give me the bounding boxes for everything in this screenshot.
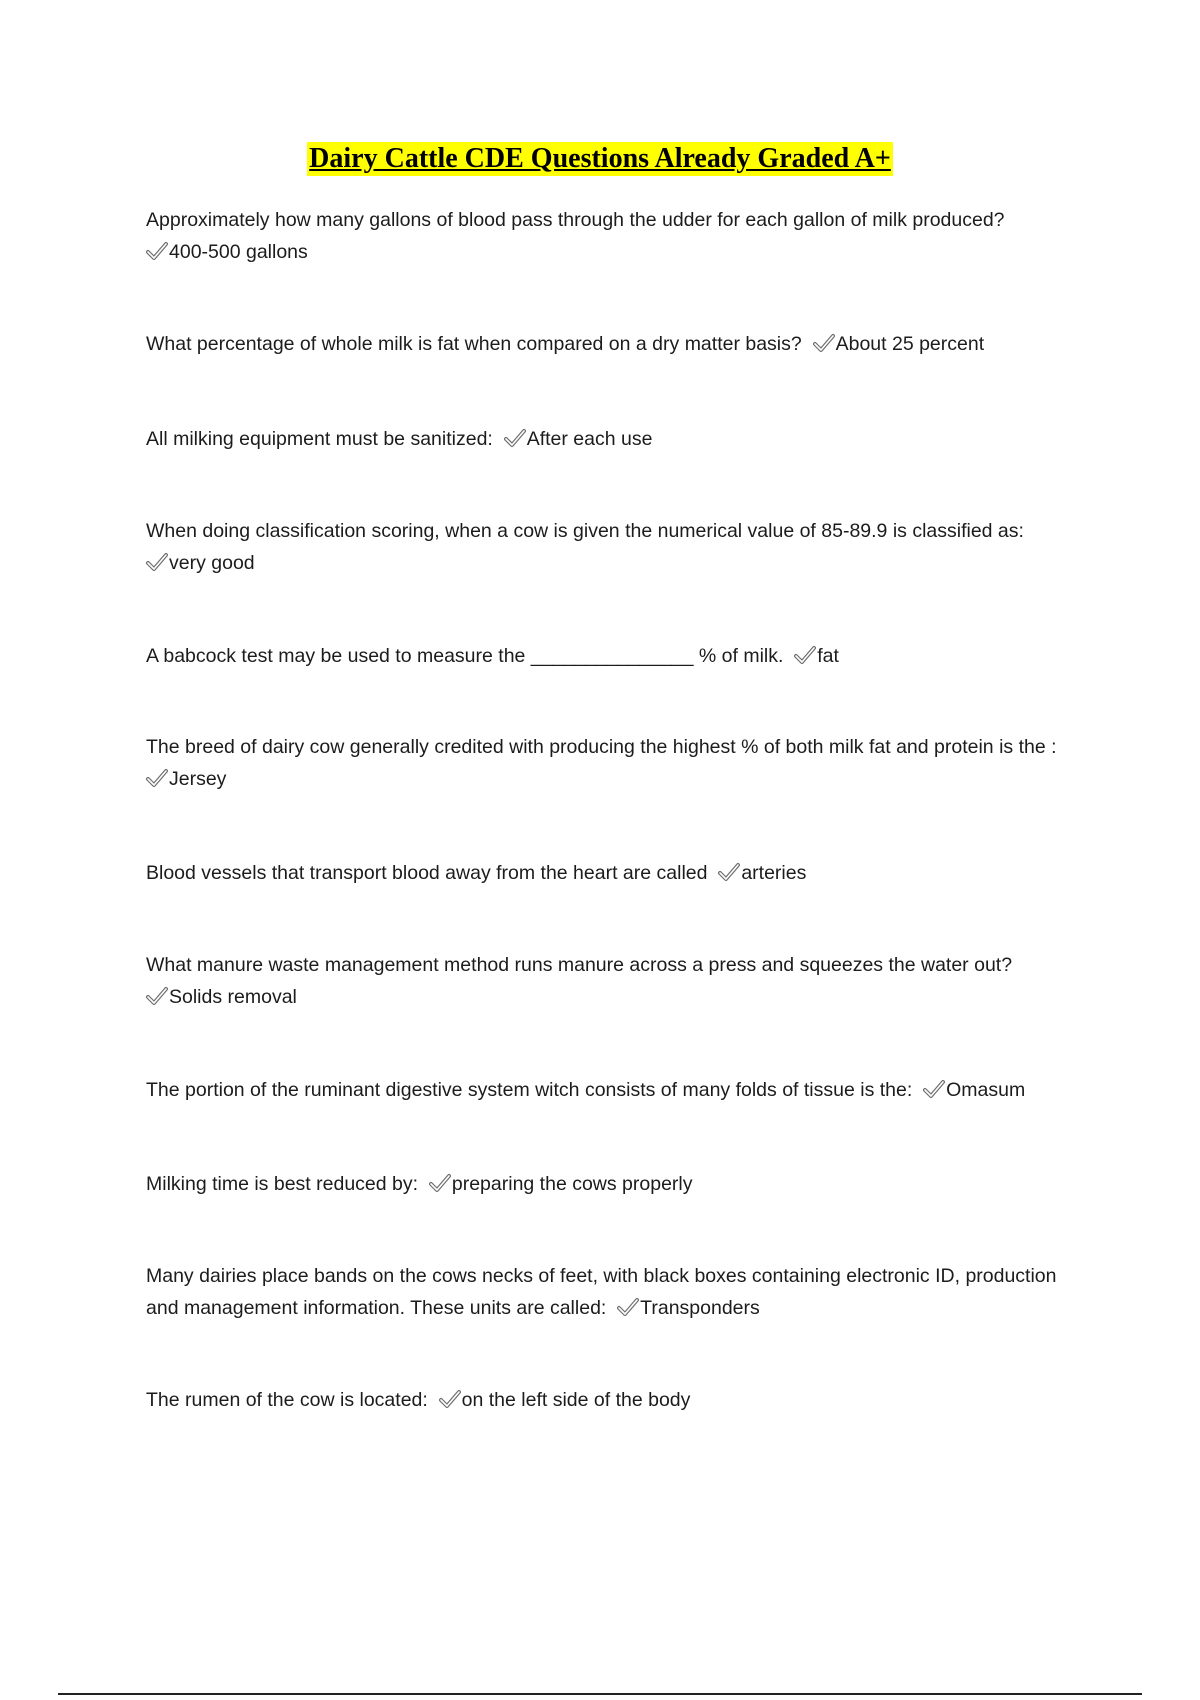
check-badge-icon	[923, 1079, 945, 1099]
answer-text: Omasum	[946, 1079, 1026, 1101]
qa-item-11	[146, 1260, 1076, 1324]
qa-item-10	[146, 1168, 1076, 1200]
question-text: What manure waste management method runs manure across a press and squeezes the water out?	[146, 954, 1013, 976]
check-badge-icon	[813, 333, 835, 353]
answer-text: on the left side of the body	[461, 1389, 691, 1411]
qa-item-9	[146, 1074, 1076, 1106]
footer-divider	[58, 1693, 1142, 1695]
qa-item-1	[146, 204, 1076, 268]
answer-text: very good	[169, 552, 255, 574]
check-badge-icon	[429, 1173, 451, 1193]
question-text: What percentage of whole milk is fat when compared on a dry matter basis?	[146, 333, 802, 355]
document-title: Dairy Cattle CDE Questions Already Graded A+	[309, 143, 891, 174]
answer-text: Transponders	[640, 1297, 760, 1319]
check-badge-icon	[146, 768, 168, 788]
qa-item-5	[146, 640, 1076, 672]
question-text: Milking time is best reduced by:	[146, 1173, 419, 1195]
answer-text: 400-500 gallons	[169, 241, 308, 263]
qa-item-3	[146, 423, 1076, 455]
qa-item-2	[146, 328, 1076, 360]
question-text: The portion of the ruminant digestive system witch consists of many folds of tissue is the:	[146, 1079, 913, 1101]
qa-item-12	[146, 1384, 1076, 1416]
question-text: A babcock test may be used to measure the _______________ % of milk.	[146, 645, 784, 667]
check-badge-icon	[439, 1389, 461, 1409]
answer-text: arteries	[741, 862, 807, 884]
answer-text: Solids removal	[169, 986, 297, 1008]
answer-text: About 25 percent	[835, 333, 985, 355]
qa-item-6	[146, 731, 1076, 795]
qa-item-7	[146, 857, 1076, 889]
check-badge-icon	[146, 986, 168, 1006]
question-text: All milking equipment must be sanitized:	[146, 428, 493, 450]
check-badge-icon	[146, 241, 168, 261]
answer-text: Jersey	[169, 768, 227, 790]
qa-item-4	[146, 515, 1076, 579]
question-text: Approximately how many gallons of blood pass through the udder for each gallon of milk produced?	[146, 209, 1005, 231]
check-badge-icon	[146, 552, 168, 572]
check-badge-icon	[617, 1297, 639, 1317]
title-container	[0, 142, 1200, 176]
answer-text: fat	[817, 645, 839, 667]
check-badge-icon	[504, 428, 526, 448]
qa-item-8	[146, 949, 1076, 1013]
question-text: Many dairies place bands on the cows necks of feet, with black boxes containing electronic ID, production and management information. These units are called:	[146, 1265, 1057, 1319]
question-text: The rumen of the cow is located:	[146, 1389, 428, 1411]
answer-text: preparing the cows properly	[451, 1173, 693, 1195]
check-badge-icon	[794, 645, 816, 665]
answer-text: After each use	[526, 428, 653, 450]
question-text: The breed of dairy cow generally credited with producing the highest % of both milk fat and protein is the :	[146, 736, 1057, 758]
check-badge-icon	[718, 862, 740, 882]
question-text: Blood vessels that transport blood away from the heart are called	[146, 862, 708, 884]
question-text: When doing classification scoring, when a cow is given the numerical value of 85-89.9 is classified as:	[146, 520, 1024, 542]
